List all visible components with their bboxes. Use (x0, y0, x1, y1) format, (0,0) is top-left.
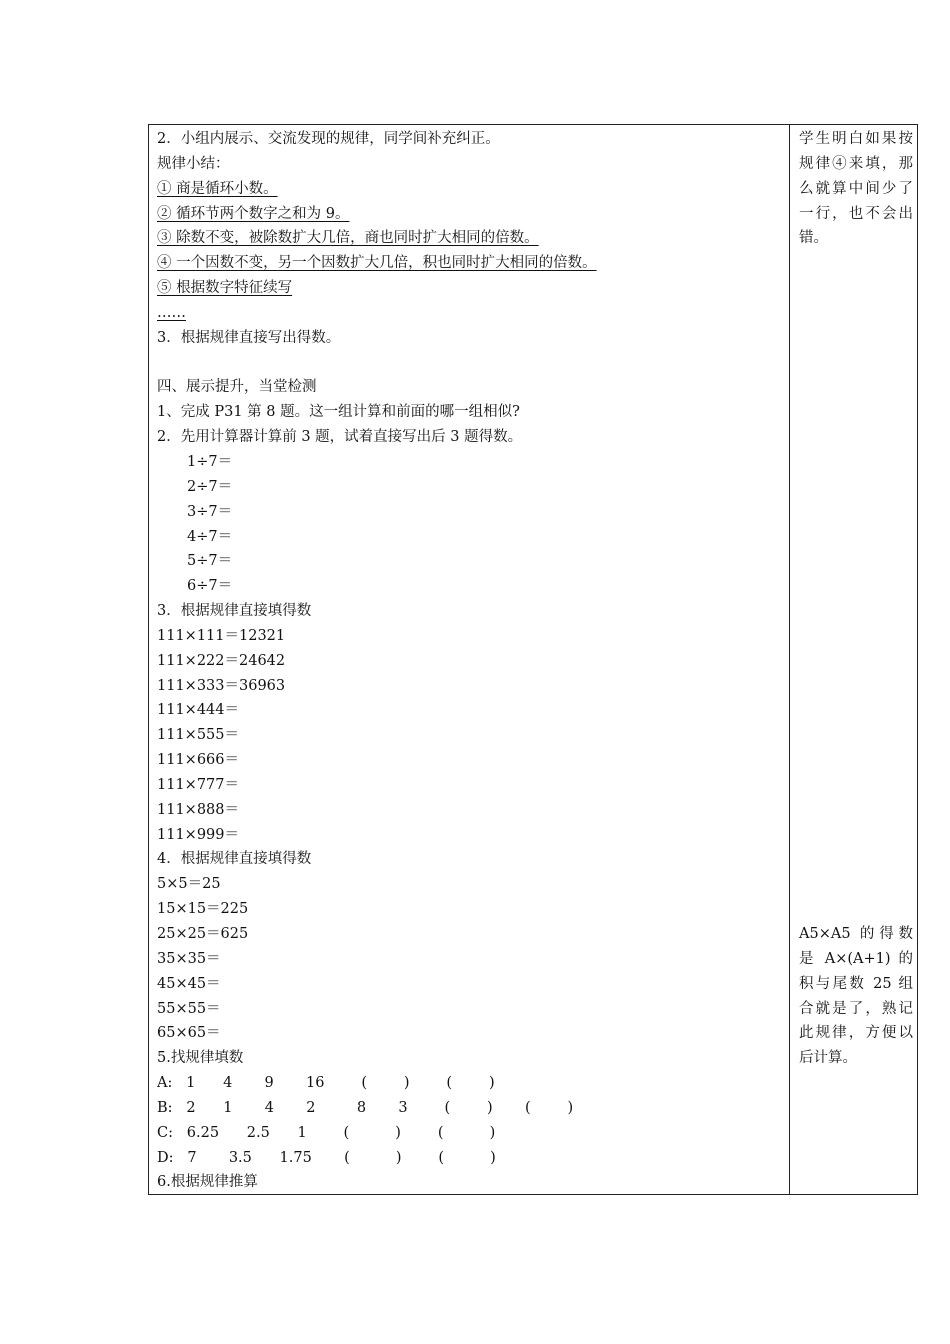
line-text: 111×222＝24642 (157, 652, 286, 669)
rule-summary-item: ④ 一个因数不变，另一个因数扩大几倍，积也同时扩大相同的倍数。 (157, 255, 597, 272)
content-line (157, 1071, 785, 1096)
content-line (157, 226, 785, 251)
content-line (157, 375, 785, 400)
line-text: 规律小结： (157, 155, 230, 172)
line-text: 111×555＝ (157, 727, 240, 744)
line-text: 5.找规律填数 (157, 1050, 244, 1067)
content-line (157, 1146, 785, 1171)
content-line (157, 177, 785, 202)
line-prefix: 2． (157, 131, 181, 147)
line-text: 111×999＝ (157, 826, 240, 843)
content-line (157, 798, 785, 823)
content-line (157, 674, 785, 699)
line-text: 111×888＝ (157, 801, 240, 818)
line-emphasis: 小组内展示 (180, 131, 254, 147)
content-line (157, 1021, 785, 1046)
line-text: 111×777＝ (157, 776, 240, 793)
content-line (157, 152, 785, 177)
line-text: 3．根据规律直接填得数 (157, 603, 312, 620)
line-text: 四、展示提升，当堂检测 (157, 379, 317, 396)
content-line (157, 425, 785, 450)
content-line (157, 1046, 785, 1071)
content-line (157, 847, 785, 872)
content-line (157, 599, 785, 624)
content-line (157, 400, 785, 425)
line-text: 45×45＝ (157, 975, 221, 992)
content-line (157, 251, 785, 276)
line-text: 4÷7＝ (187, 528, 233, 545)
rule-summary-item: ① 商是循环小数。 (157, 180, 278, 197)
line-text: 2．先用计算器计算前 3 题，试着直接写出后 3 题得数。 (157, 429, 523, 446)
rule-summary-item: ③ 除数不变，被除数扩大几倍，商也同时扩大相同的倍数。 (157, 230, 539, 247)
content-line (157, 301, 785, 326)
rule-summary-item: …… (157, 304, 186, 321)
content-line (157, 500, 785, 525)
line-text: 4．根据规律直接填得数 (157, 851, 312, 868)
side-note-pattern: 学生明白如果按规律④来填，那么就算中间少了一行，也不会出错。 (799, 131, 913, 247)
content-line (157, 698, 785, 723)
line-text: 6.根据规律推算 (157, 1174, 258, 1191)
content-line (157, 624, 785, 649)
line-text: 111×444＝ (157, 702, 240, 719)
line-text: 2÷7＝ (187, 478, 233, 495)
line-text: 111×111＝12321 (157, 627, 286, 644)
content-line (157, 723, 785, 748)
lesson-table (148, 124, 918, 1195)
content-line (157, 649, 785, 674)
line-text: C: 6.25 2.5 1 ( ) ( ) (157, 1124, 496, 1141)
content-line (157, 475, 785, 500)
line-text: B: 2 1 4 2 8 3 ( ) ( ) (157, 1099, 574, 1116)
line-text: 35×35＝ (157, 950, 221, 967)
content-line (157, 1096, 785, 1121)
content-line (157, 872, 785, 897)
rule-summary-item: ② 循环节两个数字之和为 9。 (157, 205, 350, 222)
content-line (157, 897, 785, 922)
line-text: 6÷7＝ (187, 578, 233, 595)
line-text: 55×55＝ (157, 1000, 221, 1017)
content-line (157, 922, 785, 947)
line-text: 5÷7＝ (187, 553, 233, 570)
content-line (157, 1170, 785, 1195)
lesson-content (157, 127, 785, 1195)
content-line (157, 748, 785, 773)
content-line (157, 947, 785, 972)
content-line (157, 326, 785, 351)
line-rest: 、交流发现的规律，同学间补充纠正。 (253, 131, 500, 147)
content-line (157, 351, 785, 376)
line-text: 3．根据规律直接写出得数。 (157, 329, 341, 346)
line-text: 111×333＝36963 (157, 677, 286, 694)
line-text: 25×25＝625 (157, 926, 249, 942)
side-note-square: A5×A5 的得数是 A×(A+1) 的积与尾数 25 组合就是了，熟记此规律，方便以后计算。 (799, 926, 913, 1067)
column-divider (789, 125, 790, 1194)
content-line (157, 127, 785, 152)
content-line (157, 450, 785, 475)
line-text: 5×5＝25 (157, 876, 221, 893)
line-text: 111×666＝ (157, 752, 240, 769)
content-line (157, 525, 785, 550)
line-text: 1、完成 P31 第 8 题。这一组计算和前面的哪一组相似? (157, 404, 520, 421)
content-line (157, 202, 785, 227)
content-line (157, 823, 785, 848)
line-text: 3÷7＝ (187, 503, 233, 520)
content-line (157, 972, 785, 997)
line-text: 15×15＝225 (157, 901, 249, 918)
content-line (157, 997, 785, 1022)
line-text: 1÷7＝ (187, 453, 233, 470)
line-text: D: 7 3.5 1.75 ( ) ( ) (157, 1149, 496, 1166)
content-line (157, 574, 785, 599)
content-line (157, 1121, 785, 1146)
rule-summary-item: ⑤ 根据数字特征续写 (157, 280, 293, 297)
content-line (157, 549, 785, 574)
line-text: A: 1 4 9 16 ( ) ( ) (157, 1075, 495, 1092)
content-line (157, 773, 785, 798)
line-text: 65×65＝ (157, 1025, 221, 1042)
content-line (157, 276, 785, 301)
